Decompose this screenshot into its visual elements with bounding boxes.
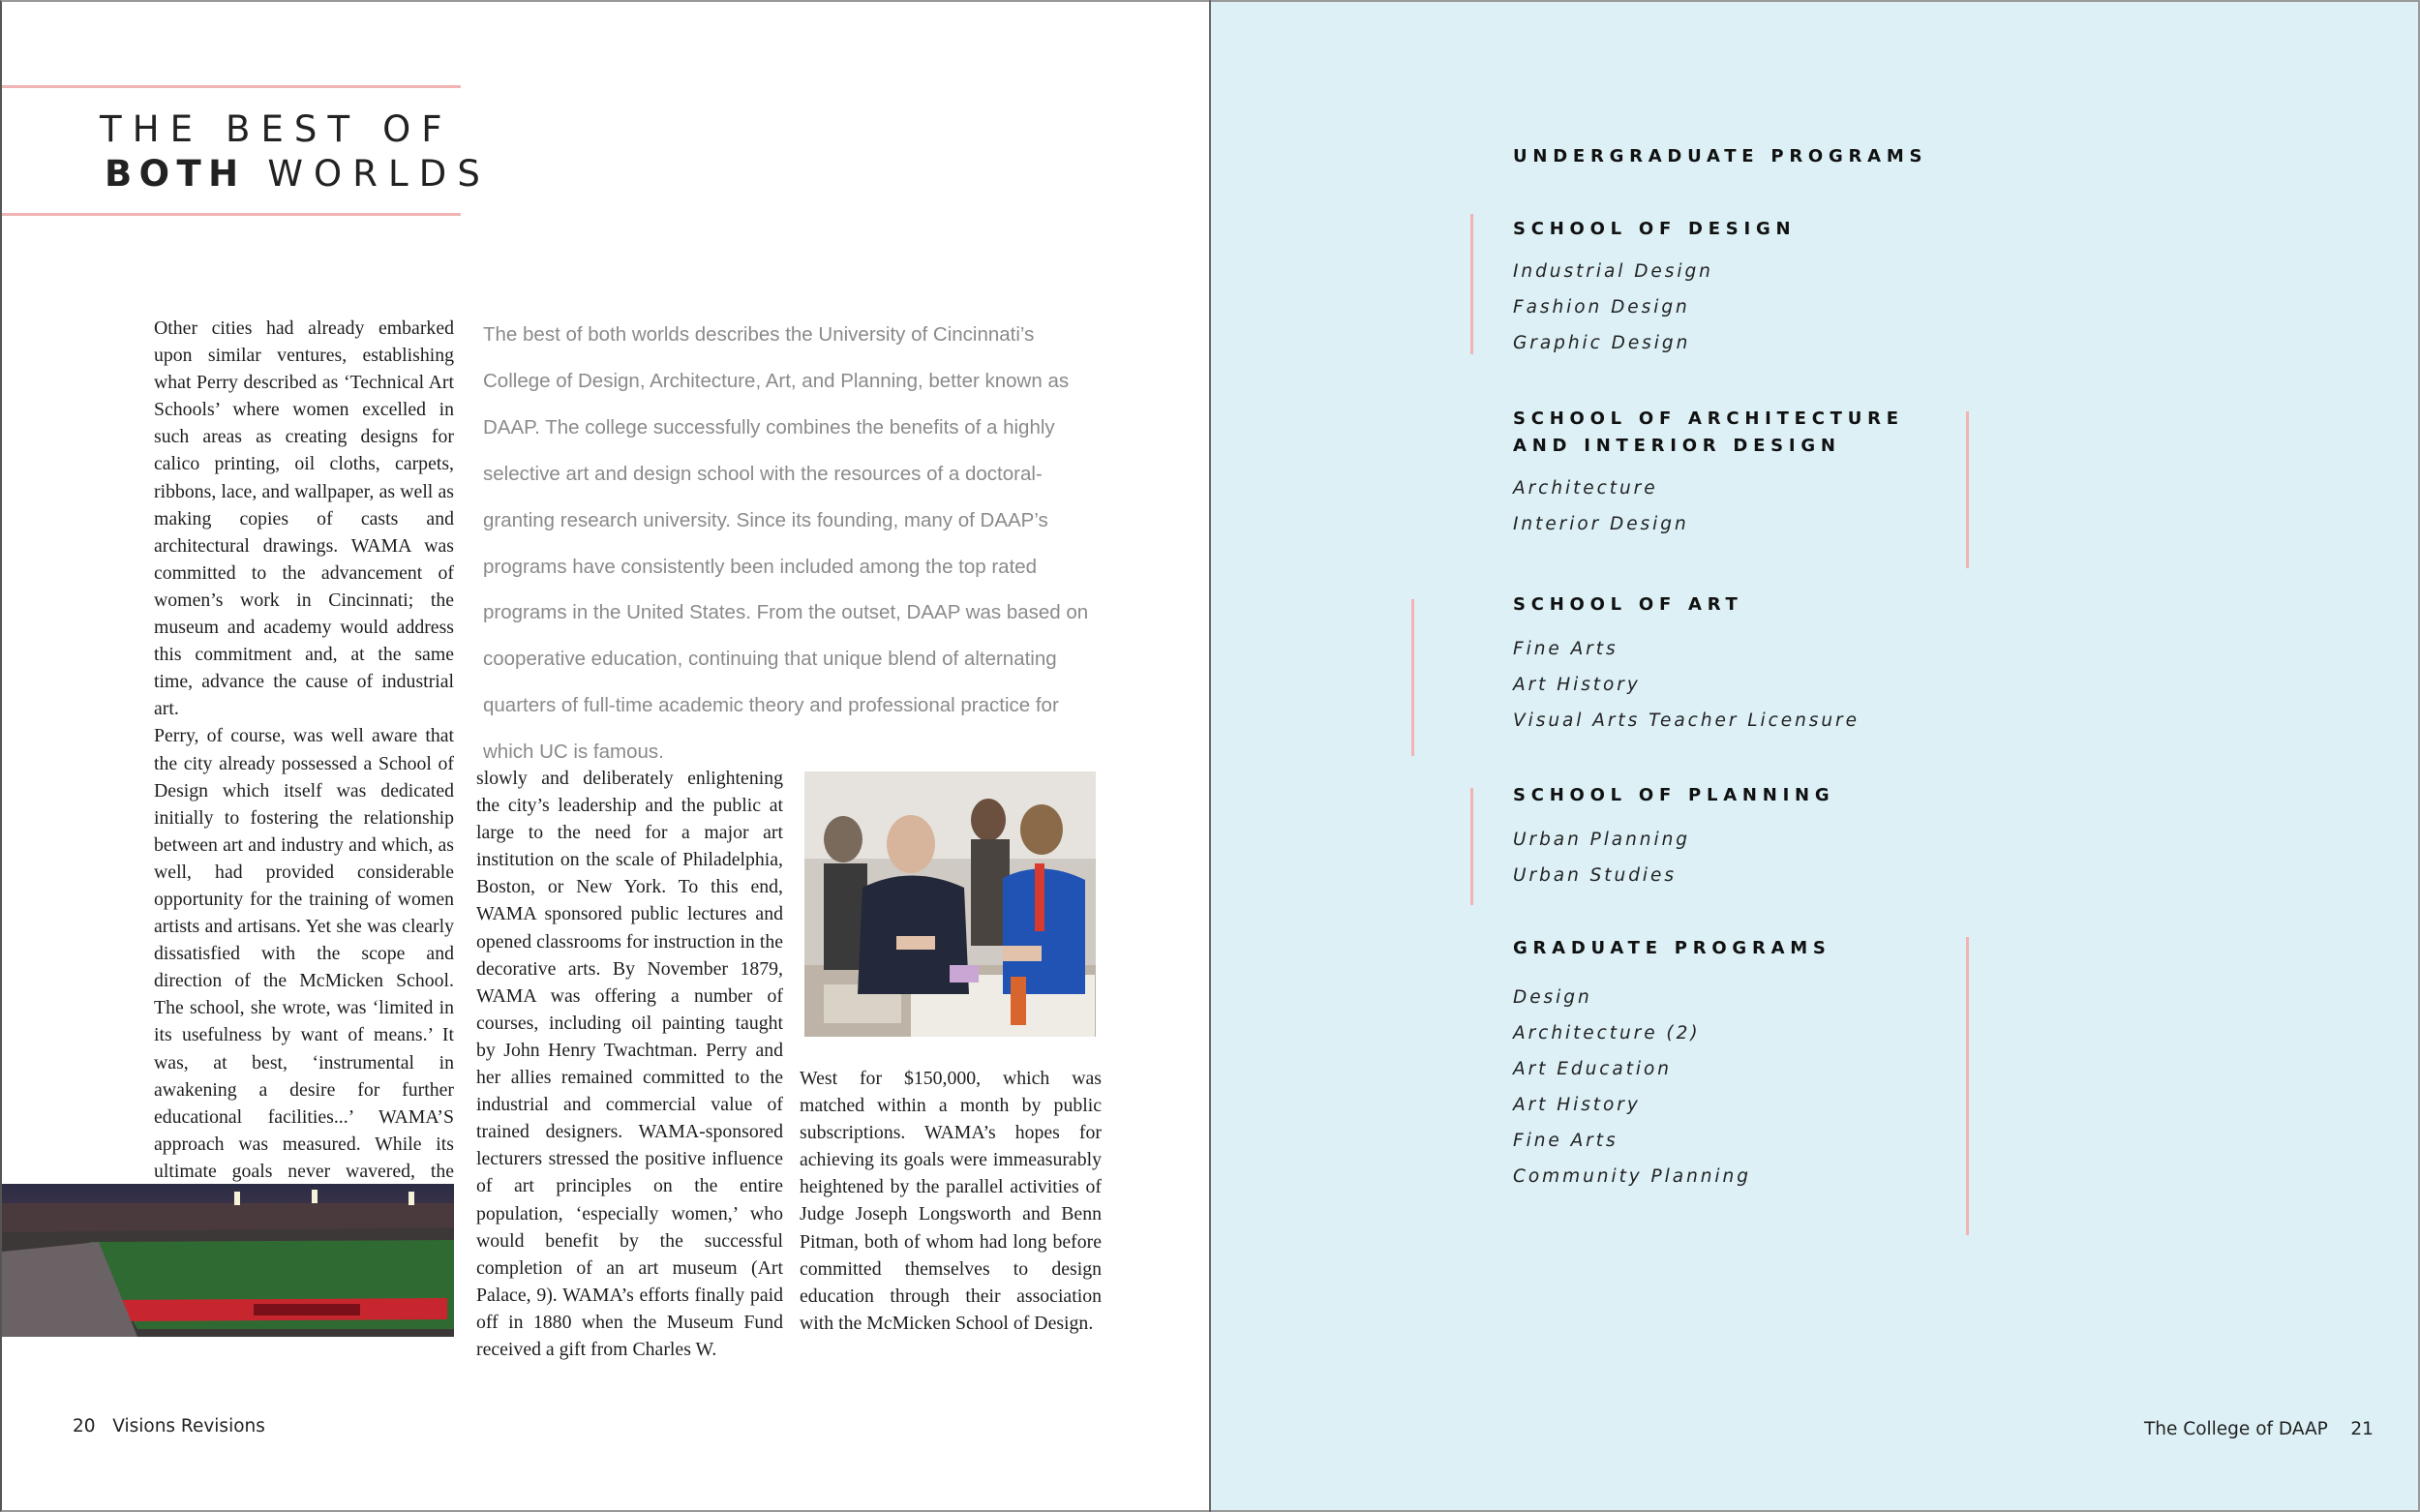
program-item: Design xyxy=(1513,987,1592,1008)
school-heading: SCHOOL OF ART xyxy=(1513,594,1743,615)
accent-bar xyxy=(1470,214,1473,354)
undergraduate-heading: UNDERGRADUATE PROGRAMS xyxy=(1513,146,1928,166)
program-item: Fine Arts xyxy=(1513,639,1618,659)
title-line-2 xyxy=(105,153,491,195)
program-item: Fashion Design xyxy=(1513,297,1690,318)
right-folio xyxy=(2144,1419,2374,1439)
program-item: Art History xyxy=(1513,675,1641,695)
school-heading: SCHOOL OF DESIGN xyxy=(1513,219,1797,239)
program-item: Graphic Design xyxy=(1513,333,1691,353)
graduate-program-list xyxy=(1513,980,1751,1194)
program-item: Visual Arts Teacher Licensure xyxy=(1513,711,1860,731)
classroom-photo xyxy=(804,771,1096,1037)
program-item: Interior Design xyxy=(1513,514,1689,534)
title-rule-bottom xyxy=(2,213,461,216)
body-column-1 xyxy=(154,315,454,1212)
program-item: Architecture (2) xyxy=(1513,1023,1701,1043)
body-column-3: West for $150,000, which was matched within a month by public subscriptions. WAMA’s hopes for achieving its goals were immeasurably heightened by the parallel activities of Judge Joseph Longsworth and Benn Pitman, both of whom had long before committed themselves to design education through their association with the McMicken School of Design. xyxy=(800,1068,1102,1334)
right-running-title: The College of DAAP xyxy=(2144,1419,2328,1439)
right-page xyxy=(1211,0,2420,1512)
program-list xyxy=(1513,470,1689,542)
program-item: Art History xyxy=(1513,1095,1641,1115)
accent-bar xyxy=(1470,788,1473,905)
title-rule-top xyxy=(2,85,461,88)
accent-bar xyxy=(1411,599,1414,756)
accent-bar xyxy=(1966,937,1969,1235)
left-folio xyxy=(73,1416,265,1436)
school-heading: SCHOOL OF ARCHITECTURE xyxy=(1513,408,1904,429)
program-item: Community Planning xyxy=(1513,1166,1751,1187)
program-item: Industrial Design xyxy=(1513,261,1713,282)
program-item: Urban Studies xyxy=(1513,865,1677,886)
right-page-number: 21 xyxy=(2350,1419,2374,1439)
title-bold-word: BOTH xyxy=(105,153,246,195)
intro-paragraph: The best of both worlds describes the University of Cincinnati’s College of Design, Architecture, Art, and Planning, better known as DAAP. The college successfully combines the benefits of a highly selective art and design school with the resources of a doctoral-granting research university. Since its founding, many of DAAP’s programs have consistently been included among the top rated programs in the United States. From the outset, DAAP was based on cooperative education, continuing that unique blend of alternating quarters of full-time academic theory and professional practice for which UC is famous. xyxy=(483,323,1089,764)
graduate-heading: GRADUATE PROGRAMS xyxy=(1513,938,1831,958)
body-paragraph: Perry, of course, was well aware that the city already possessed a School of Design which itself was dedicated initially to fostering the relationship between art and industry and which, as well, had provided considerable opportunity for the training of women artists and artisans. Yet she was clearly dissatisfied with the scope and direction of the McMicken School. The school, she wrote, was ‘limited in its usefulness by want of means.’ It was, at best, ‘instrumental in awakening a desire for further educational facilities...’ WAMA’S approach was measured. While its ultimate goals never wavered, the xyxy=(154,725,454,1182)
program-item: Fine Arts xyxy=(1513,1131,1618,1151)
left-page-number: 20 xyxy=(73,1416,96,1436)
program-list xyxy=(1513,822,1690,893)
program-item: Art Education xyxy=(1513,1059,1672,1079)
school-heading: AND INTERIOR DESIGN xyxy=(1513,436,1841,456)
title-rest: WORLDS xyxy=(245,153,491,195)
accent-bar xyxy=(1966,411,1969,568)
stadium-photo xyxy=(2,1184,454,1337)
program-item: Urban Planning xyxy=(1513,830,1690,850)
left-running-title: Visions Revisions xyxy=(112,1416,265,1436)
title-line-1: THE BEST OF xyxy=(100,108,453,150)
program-list xyxy=(1513,631,1860,739)
body-paragraph: Other cities had already embarked upon similar ventures, establishing what Perry described as ‘Technical Art Schools’ where women excelled in such areas as creating designs for calico printing, oil cloths, carpets, ribbons, lace, and wallpaper, as well as making copies of casts and architectural drawings. WAMA was committed to the advancement of women’s work in Cincinnati; the museum and academy would address this commitment and, at the same time, advance the cause of industrial art. xyxy=(154,318,454,720)
program-item: Architecture xyxy=(1513,478,1658,499)
program-list xyxy=(1513,254,1713,361)
school-heading: SCHOOL OF PLANNING xyxy=(1513,785,1835,805)
body-column-2: slowly and deliberately enlightening the city’s leadership and the public at large to the need for a major art institution on the scale of Philadelphia, Boston, or New York. To this end, WAMA sponsored public lectures and opened classrooms for instruction in the decorative arts. By November 1879, WAMA was offering a number of courses, including oil painting taught by John Henry Twachtman. Perry and her allies remained committed to the industrial and commercial value of trained designers. WAMA-sponsored lecturers stressed the positive influence of art principles on the entire population, ‘especially women,’ who would benefit by the successful completion of an art museum (Art Palace, 9). WAMA’s efforts finally paid off in 1880 when the Museum Fund received a gift from Charles W. xyxy=(476,768,783,1360)
